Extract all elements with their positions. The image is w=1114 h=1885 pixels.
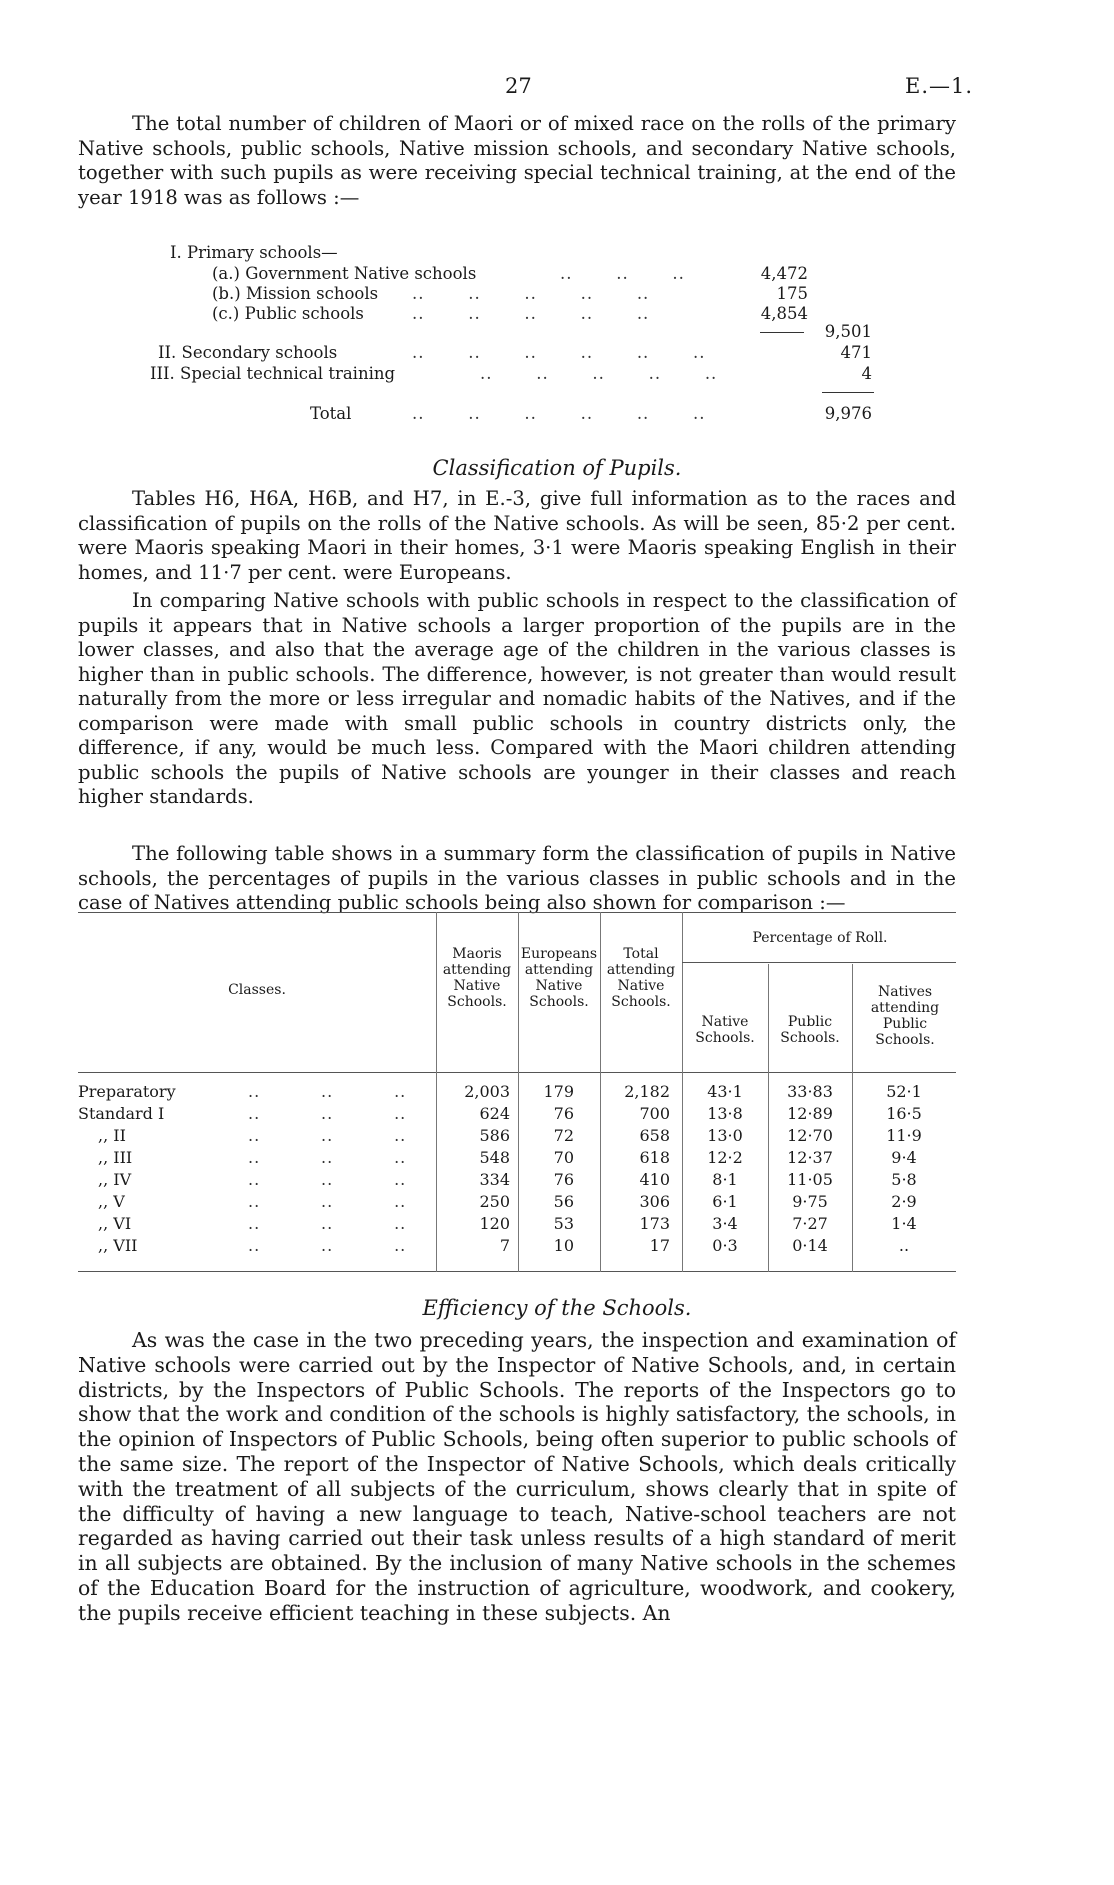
table-header-rule — [78, 1072, 956, 1073]
cell-maoris: 2,003 — [464, 1082, 510, 1101]
cell-pct-natives-public: 2·9 — [891, 1192, 917, 1211]
cell-maoris: 548 — [479, 1148, 510, 1167]
secondary-value: 471 — [840, 343, 872, 362]
cell-pct-public: 11·05 — [787, 1170, 833, 1189]
summary-row-technical — [0, 364, 1114, 384]
summary-row-mission — [0, 284, 1114, 304]
classification-table — [78, 912, 956, 1272]
cell-pct-public: 0·14 — [792, 1236, 828, 1255]
cell-europeans: 179 — [543, 1082, 574, 1101]
government-value: 4,472 — [760, 264, 808, 283]
intro-paragraph: The total number of children of Maori or of mixed race on the rolls of the primary Native schools, public schools, Native mission schools, and secondary Native schools, together with such pupils as were receiving special technical training, at the end of the year 1918 was as follows :— — [78, 112, 956, 209]
cell-pct-natives-public: 16·5 — [886, 1104, 922, 1123]
cell-total: 658 — [639, 1126, 670, 1145]
cell-pct-public: 12·37 — [787, 1148, 833, 1167]
summary-row-total — [0, 404, 1114, 424]
row-label: ,, VII — [98, 1236, 138, 1255]
summary-row-secondary — [0, 343, 1114, 363]
cell-pct-natives-public: .. — [898, 1236, 910, 1255]
efficiency-paragraph: As was the case in the two preceding years, the inspection and examination of Native schools were carried out by the Inspector of Native Schools, and, in certain districts, by the Inspectors of Public Schools. The reports of the Inspectors go to show that the work and condition of the schools is highly satisfactory, the schools, in the opinion of Inspectors of Public Schools, being often superior to public schools of the same size. The report of the Inspector of Native Schools, which deals critically with the treatment of all subjects of the curriculum, shows clearly that in spite of the difficulty of having a new language to teach, Native-school teachers are not regarded as having carried out their task unless results of a high standard of merit in all subjects are obtained. By the inclusion of many Native schools in the schemes of the Education Board for the instruction of agriculture, woodwork, and cookery, the pupils receive efficient teaching in these subjects. An — [78, 1328, 956, 1625]
classification-paragraph-2: In comparing Native schools with public schools in respect to the classification of pupils it appears that in Native schools a larger proportion of the pupils are in the lower classes, and also that the average age of the children in the various classes is higher than in public schools. The difference, however, is not greater than would result naturally from the more or less irregular and nomadic habits of the Natives, and if the comparison were made with small public schools in country districts only, the difference, if any, would be much less. Compared with the Maori children attending public schools the pupils of Native schools are younger in their classes and reach higher standards. — [78, 589, 956, 808]
cell-pct-native: 0·3 — [712, 1236, 738, 1255]
mission-value: 175 — [776, 284, 808, 303]
cell-pct-native: 13·8 — [707, 1104, 743, 1123]
cell-total: 700 — [639, 1104, 670, 1123]
table-row — [78, 1170, 956, 1192]
cell-europeans: 10 — [553, 1236, 574, 1255]
summary-row-primary — [0, 243, 1114, 263]
technical-value: 4 — [861, 364, 872, 383]
row-label: Preparatory — [78, 1082, 176, 1101]
row-label: ,, II — [98, 1126, 126, 1145]
cell-europeans: 56 — [553, 1192, 574, 1211]
cell-pct-native: 8·1 — [712, 1170, 738, 1189]
efficiency-heading: Efficiency of the Schools. — [422, 1296, 692, 1320]
total-rule — [822, 392, 874, 393]
cell-pct-native: 43·1 — [707, 1082, 743, 1101]
secondary-label: II. Secondary schools — [158, 343, 338, 362]
total-label: Total — [310, 404, 352, 423]
leader-dots: .. .. .. .. .. .. — [412, 404, 706, 423]
cell-pct-native: 12·2 — [707, 1148, 743, 1167]
table-row — [78, 1148, 956, 1170]
cell-pct-native: 13·0 — [707, 1126, 743, 1145]
header-public-schools: Public Schools. — [780, 1014, 840, 1046]
leader-dots: .. .. .. — [248, 1104, 407, 1123]
cell-maoris: 586 — [479, 1126, 510, 1145]
table-row — [78, 1214, 956, 1236]
series-code: E.—1. — [905, 74, 974, 98]
table-top-rule — [78, 912, 956, 913]
classification-paragraph-1: Tables H6, H6A, H6B, and H7, in E.-3, give full information as to the races and classification of pupils on the rolls of the Native schools. As will be seen, 85·2 per cent. were Maoris speaking Maori in their homes, 3·1 were Maoris speaking English in their homes, and 11·7 per cent. were Europeans. — [78, 487, 956, 584]
table-row — [78, 1126, 956, 1148]
cell-total: 306 — [639, 1192, 670, 1211]
summary-row-government — [0, 264, 1114, 284]
page-number: 27 — [505, 74, 532, 98]
cell-europeans: 70 — [553, 1148, 574, 1167]
header-classes: Classes. — [228, 982, 286, 998]
percentage-subheader-rule — [682, 962, 956, 963]
cell-pct-natives-public: 52·1 — [886, 1082, 922, 1101]
primary-total-value: 9,501 — [824, 322, 872, 341]
leader-dots: .. .. .. — [248, 1214, 407, 1233]
leader-dots: .. .. .. — [248, 1082, 407, 1101]
cell-maoris: 250 — [479, 1192, 510, 1211]
leader-dots: .. .. .. .. .. — [412, 304, 650, 323]
cell-maoris: 334 — [479, 1170, 510, 1189]
leader-dots: .. .. .. — [248, 1236, 407, 1255]
government-label: (a.) Government Native schools — [212, 264, 477, 283]
cell-pct-native: 6·1 — [712, 1192, 738, 1211]
cell-pct-public: 12·70 — [787, 1126, 833, 1145]
row-label: Standard I — [78, 1104, 165, 1123]
leader-dots: .. .. .. .. .. — [480, 364, 718, 383]
cell-pct-natives-public: 1·4 — [891, 1214, 917, 1233]
page-header — [0, 74, 1114, 104]
cell-europeans: 72 — [553, 1126, 574, 1145]
cell-maoris: 624 — [479, 1104, 510, 1123]
cell-total: 2,182 — [624, 1082, 670, 1101]
header-maoris: Maoris attending Native Schools. — [442, 946, 512, 1010]
cell-europeans: 76 — [553, 1104, 574, 1123]
header-total: Total attending Native Schools. — [606, 946, 676, 1010]
mission-label: (b.) Mission schools — [212, 284, 379, 303]
leader-dots: .. .. .. — [560, 264, 685, 283]
cell-pct-public: 7·27 — [792, 1214, 828, 1233]
table-row — [78, 1104, 956, 1126]
row-label: ,, V — [98, 1192, 125, 1211]
header-native-schools: Native Schools. — [695, 1014, 755, 1046]
cell-pct-natives-public: 9·4 — [891, 1148, 917, 1167]
table-row — [78, 1236, 956, 1258]
technical-label: III. Special technical training — [150, 364, 396, 383]
cell-pct-natives-public: 5·8 — [891, 1170, 917, 1189]
cell-maoris: 7 — [499, 1236, 510, 1255]
public-label: (c.) Public schools — [212, 304, 364, 323]
total-value: 9,976 — [824, 404, 872, 423]
leader-dots: .. .. .. — [248, 1126, 407, 1145]
summary-row-public — [0, 304, 1114, 324]
header-europeans: Europeans attending Native Schools. — [520, 946, 598, 1010]
leader-dots: .. .. .. — [248, 1192, 407, 1211]
cell-europeans: 53 — [553, 1214, 574, 1233]
cell-europeans: 76 — [553, 1170, 574, 1189]
header-percentage: Percentage of Roll. — [752, 930, 888, 946]
cell-pct-public: 33·83 — [787, 1082, 833, 1101]
public-value: 4,854 — [760, 304, 808, 323]
leader-dots: .. .. .. — [248, 1170, 407, 1189]
primary-label: I. Primary schools— — [170, 243, 338, 262]
cell-total: 410 — [639, 1170, 670, 1189]
row-label: ,, VI — [98, 1214, 132, 1233]
cell-total: 618 — [639, 1148, 670, 1167]
leader-dots: .. .. .. .. .. .. — [412, 343, 706, 362]
cell-pct-public: 12·89 — [787, 1104, 833, 1123]
cell-pct-natives-public: 11·9 — [886, 1126, 922, 1145]
cell-pct-public: 9·75 — [792, 1192, 828, 1211]
table-row — [78, 1082, 956, 1104]
cell-maoris: 120 — [479, 1214, 510, 1233]
cell-total: 17 — [649, 1236, 670, 1255]
classification-heading: Classification of Pupils. — [432, 456, 682, 480]
leader-dots: .. .. .. .. .. — [412, 284, 650, 303]
summary-row-primary-total — [0, 322, 1114, 342]
cell-pct-native: 3·4 — [712, 1214, 738, 1233]
header-natives-public: Natives attending Public Schools. — [870, 984, 940, 1048]
table-row — [78, 1192, 956, 1214]
classification-paragraph-3: The following table shows in a summary form the classification of pupils in Native schools, the percentages of pupils in the various classes in public schools and in the case of Natives attending public schools being also shown for comparison :— — [78, 842, 956, 914]
table-bottom-rule — [78, 1271, 956, 1272]
row-label: ,, IV — [98, 1170, 132, 1189]
row-label: ,, III — [98, 1148, 133, 1167]
cell-total: 173 — [639, 1214, 670, 1233]
leader-dots: .. .. .. — [248, 1148, 407, 1167]
